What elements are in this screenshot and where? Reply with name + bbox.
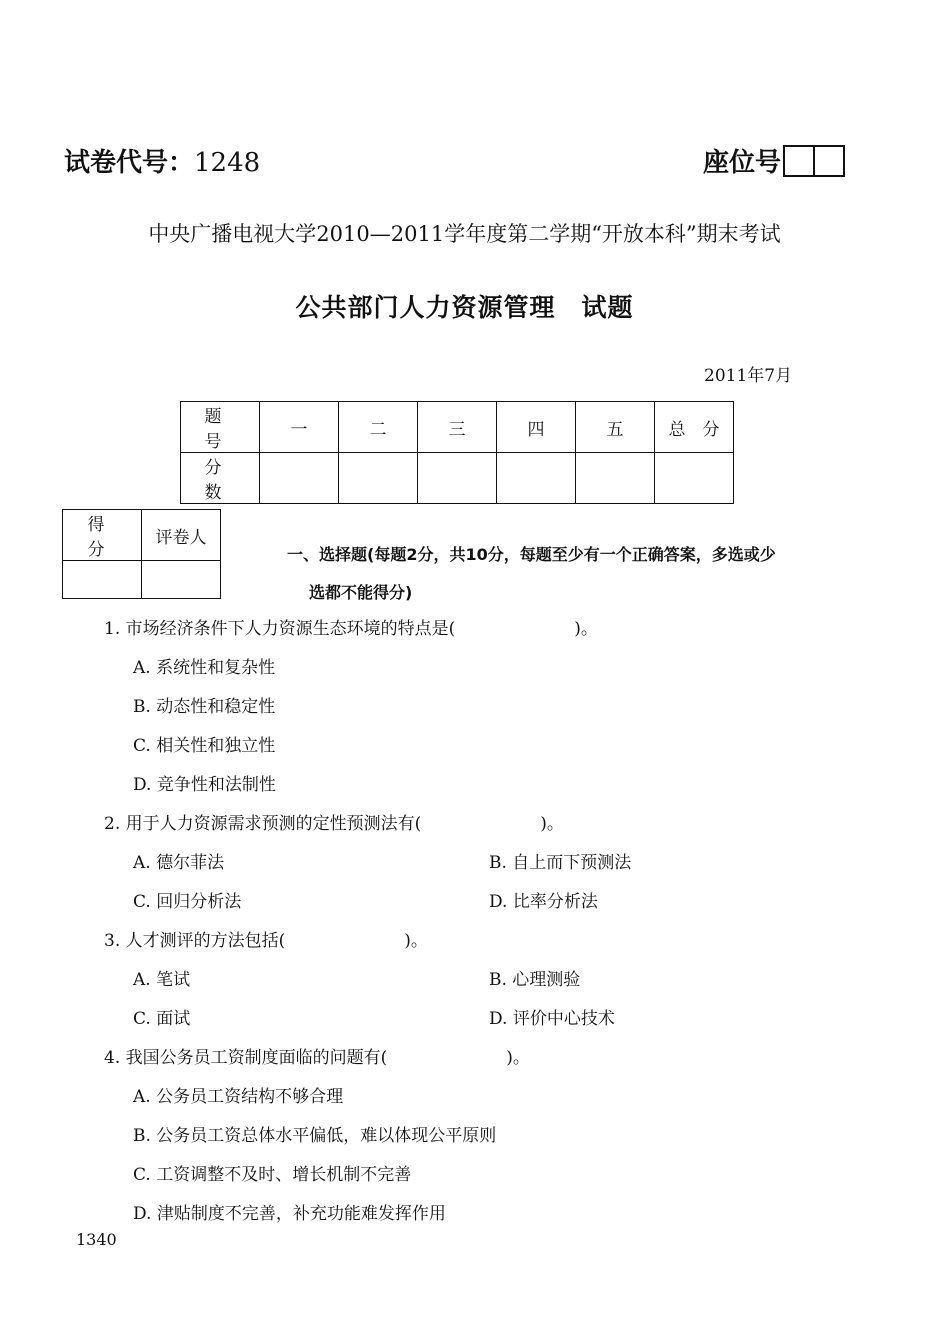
question-stem: 2. 用于人力资源需求预测的定性预测法有( )。	[104, 814, 564, 834]
question-option[interactable]: C. 相关性和独立性	[133, 736, 276, 756]
question-option[interactable]: C. 工资调整不及时、增长机制不完善	[133, 1165, 412, 1185]
score-cell[interactable]	[576, 453, 655, 504]
score-table-score-row	[181, 453, 734, 504]
score-table-header-cell: 二	[339, 402, 418, 453]
question-option[interactable]: A. 系统性和复杂性	[133, 658, 276, 678]
score-cell[interactable]	[655, 453, 734, 504]
question-stem: 4. 我国公务员工资制度面临的问题有( )。	[104, 1048, 530, 1068]
section-one-heading	[287, 536, 867, 612]
question-stem: 3. 人才测评的方法包括( )。	[104, 931, 428, 951]
exam-title: 中央广播电视大学2010—2011学年度第二学期“开放本科”期末考试	[148, 222, 781, 246]
grader-label: 评卷人	[142, 510, 221, 561]
question-option[interactable]: C. 回归分析法	[133, 892, 242, 912]
score-cell[interactable]	[497, 453, 576, 504]
score-table-header-cell: 四	[497, 402, 576, 453]
score-table-header-cell: 题 号	[181, 402, 260, 453]
section-one-line1: 一、选择题(每题2分，共10分，每题至少有一个正确答案，多选或少	[287, 545, 776, 564]
score-table-score-label: 分 数	[181, 453, 260, 504]
score-cell[interactable]	[260, 453, 339, 504]
seat-number-box[interactable]	[783, 145, 845, 177]
question-option[interactable]: B. 动态性和稳定性	[133, 697, 276, 717]
course-title: 公共部门人力资源管理 试题	[295, 293, 634, 322]
question-option[interactable]: D. 竞争性和法制性	[133, 775, 276, 795]
score-table-header-cell: 三	[418, 402, 497, 453]
question-option[interactable]: B. 自上而下预测法	[489, 853, 632, 873]
score-table	[180, 401, 734, 504]
score-cell[interactable]	[418, 453, 497, 504]
question-option[interactable]: A. 笔试	[133, 970, 191, 990]
question-stem: 1. 市场经济条件下人力资源生态环境的特点是( )。	[104, 619, 598, 639]
grader-name-cell[interactable]	[142, 561, 221, 599]
seat-number	[703, 142, 845, 179]
section-one-line2: 选都不能得分)	[309, 583, 413, 602]
question-option[interactable]: A. 公务员工资结构不够合理	[133, 1087, 344, 1107]
score-table-header-row	[181, 402, 734, 453]
paper-code-value: 1248	[194, 148, 261, 178]
page-number: 1340	[76, 1230, 117, 1249]
grader-table	[62, 509, 221, 599]
paper-code	[64, 142, 260, 179]
question-option[interactable]: D. 津贴制度不完善，补充功能难发挥作用	[133, 1204, 446, 1224]
grader-table-header-row	[63, 510, 221, 561]
score-table-header-cell: 总 分	[655, 402, 734, 453]
question-option[interactable]: B. 心理测验	[489, 970, 581, 990]
score-table-header-cell: 五	[576, 402, 655, 453]
question-option[interactable]: C. 面试	[133, 1009, 191, 1029]
grader-score-label: 得 分	[63, 510, 142, 561]
paper-code-label: 试卷代号：	[64, 148, 195, 178]
question-option[interactable]: D. 评价中心技术	[489, 1009, 615, 1029]
score-table-header-cell: 一	[260, 402, 339, 453]
grader-score-cell[interactable]	[63, 561, 142, 599]
grader-table-input-row	[63, 561, 221, 599]
seat-number-label: 座位号	[703, 148, 782, 178]
question-option[interactable]: A. 德尔菲法	[133, 853, 225, 873]
exam-date: 2011年7月	[704, 366, 793, 386]
score-cell[interactable]	[339, 453, 418, 504]
question-option[interactable]: D. 比率分析法	[489, 892, 598, 912]
question-option[interactable]: B. 公务员工资总体水平偏低，难以体现公平原则	[133, 1126, 497, 1146]
